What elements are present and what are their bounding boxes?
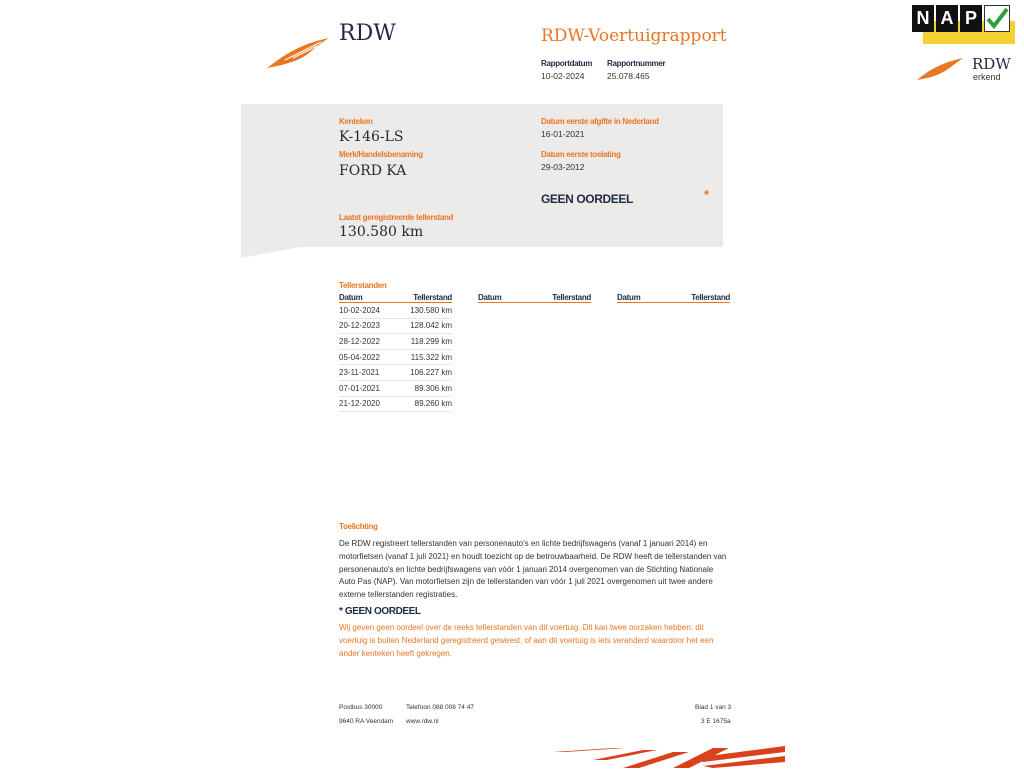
col-value-header: Tellerstand bbox=[548, 292, 591, 303]
nap-letter-p: P bbox=[960, 5, 982, 32]
vehicle-panel-tab bbox=[241, 247, 301, 258]
make-value: FORD KA bbox=[339, 163, 407, 179]
explanation-title: Toelichting bbox=[339, 522, 378, 531]
rdw-erkend-name: RDW bbox=[972, 55, 1011, 73]
reading-date: 20-12-2023 bbox=[339, 318, 409, 334]
table-row bbox=[339, 334, 452, 350]
reading-value: 128.042 km bbox=[409, 318, 452, 334]
footer-address1: Postbus 30000 bbox=[339, 704, 383, 711]
table-row bbox=[339, 365, 452, 381]
nap-letter-n: N bbox=[912, 5, 934, 32]
reading-date: 10-02-2024 bbox=[339, 303, 409, 319]
reading-date: 07-01-2021 bbox=[339, 380, 409, 396]
col-date-header: Datum bbox=[617, 292, 687, 303]
rdw-feather-icon bbox=[265, 34, 331, 70]
rdw-erkend-sub: erkend bbox=[973, 72, 1001, 82]
reading-value: 89.306 km bbox=[409, 380, 452, 396]
report-date: 10-02-2024 bbox=[541, 71, 585, 81]
make-label: Merk/Handelsbenaming bbox=[339, 150, 423, 159]
footer-address2: 9640 RA Veendam bbox=[339, 718, 394, 725]
reading-date: 21-12-2020 bbox=[339, 396, 409, 412]
reading-value: 106.227 km bbox=[409, 365, 452, 381]
report-title: RDW-Voertuigrapport bbox=[541, 26, 727, 46]
reading-value: 118.299 km bbox=[409, 334, 452, 350]
first-nl-label: Datum eerste afgifte in Nederland bbox=[541, 117, 659, 126]
checkmark-icon bbox=[984, 5, 1010, 32]
rdw-erkend-feather-icon bbox=[916, 55, 964, 81]
readings-table-col2 bbox=[478, 292, 591, 303]
readings-title: Tellerstanden bbox=[339, 281, 387, 290]
readings-table bbox=[339, 292, 452, 412]
footer-code: 3 E 1675a bbox=[701, 718, 731, 725]
verdict: GEEN OORDEEL bbox=[541, 192, 633, 206]
col-value-header: Tellerstand bbox=[409, 292, 452, 303]
explanation-body: De RDW registreert tellerstanden van personenauto's en lichte bedrijfswagens (vanaf 1 januari 2014) en motorfietsen (vanaf 1 juli 2021) en houdt toezicht op de betrouwbaarheid. De RDW heeft de tellerstanden van personenauto's en lichte bedrijfswagens van vóór 1 januari 2014 overgenomen van de Stichting Nationale Auto Pas (NAP). Van motorfietsen zijn de tellerstanden van vóór 1 juli 2021 overgenomen uit twee andere externe tellerstanden registraties. bbox=[339, 539, 727, 600]
first-admission-value: 29-03-2012 bbox=[541, 162, 585, 172]
brand-name: RDW bbox=[339, 21, 396, 46]
verdict-asterisk: * bbox=[704, 187, 710, 202]
readings-header-row bbox=[617, 292, 730, 303]
reading-date: 23-11-2021 bbox=[339, 365, 409, 381]
col-date-header: Datum bbox=[478, 292, 548, 303]
verdict-note-body: Wij geven geen oordeel over de reeks tellerstanden van dit voertuig. Dit kan twee oorzaken hebben: dit voertuig is buiten Nederland geregistreerd geweest, of aan dit voertuig is iets veranderd waardoor het een ander kenteken heeft gekregen. bbox=[339, 623, 714, 658]
reading-value: 130.580 km bbox=[409, 303, 452, 319]
nap-badge bbox=[912, 5, 1015, 44]
reading-date: 05-04-2022 bbox=[339, 349, 409, 365]
report-number-label: Rapportnummer bbox=[607, 59, 666, 68]
reading-value: 89.260 km bbox=[409, 396, 452, 412]
nap-letter-a: A bbox=[936, 5, 958, 32]
footer-phone: Telefoon 088 008 74 47 bbox=[406, 704, 474, 711]
footer-page: Blad 1 van 3 bbox=[695, 704, 732, 711]
table-row bbox=[339, 318, 452, 334]
reading-date: 28-12-2022 bbox=[339, 334, 409, 350]
decorative-stripes-icon bbox=[553, 746, 785, 768]
col-date-header: Datum bbox=[339, 292, 409, 303]
report-number: 25.078.465 bbox=[607, 71, 650, 81]
readings-table-col3 bbox=[617, 292, 730, 303]
reading-value: 115.322 km bbox=[409, 349, 452, 365]
table-row bbox=[339, 396, 452, 412]
plate-value: K-146-LS bbox=[339, 129, 404, 145]
footer-web[interactable]: www.rdw.nl bbox=[406, 718, 439, 725]
col-value-header: Tellerstand bbox=[687, 292, 730, 303]
readings-header-row bbox=[339, 292, 452, 303]
readings-header-row bbox=[478, 292, 591, 303]
report-date-label: Rapportdatum bbox=[541, 59, 593, 68]
table-row bbox=[339, 303, 452, 319]
first-nl-value: 16-01-2021 bbox=[541, 129, 585, 139]
last-reading-value: 130.580 km bbox=[339, 224, 424, 240]
verdict-note-title: * GEEN OORDEEL bbox=[339, 606, 421, 617]
table-row bbox=[339, 349, 452, 365]
plate-label: Kenteken bbox=[339, 117, 373, 126]
rdw-logo bbox=[265, 34, 331, 70]
table-row bbox=[339, 380, 452, 396]
first-admission-label: Datum eerste toelating bbox=[541, 150, 621, 159]
last-reading-label: Laatst geregistreerde tellerstand bbox=[339, 213, 454, 222]
